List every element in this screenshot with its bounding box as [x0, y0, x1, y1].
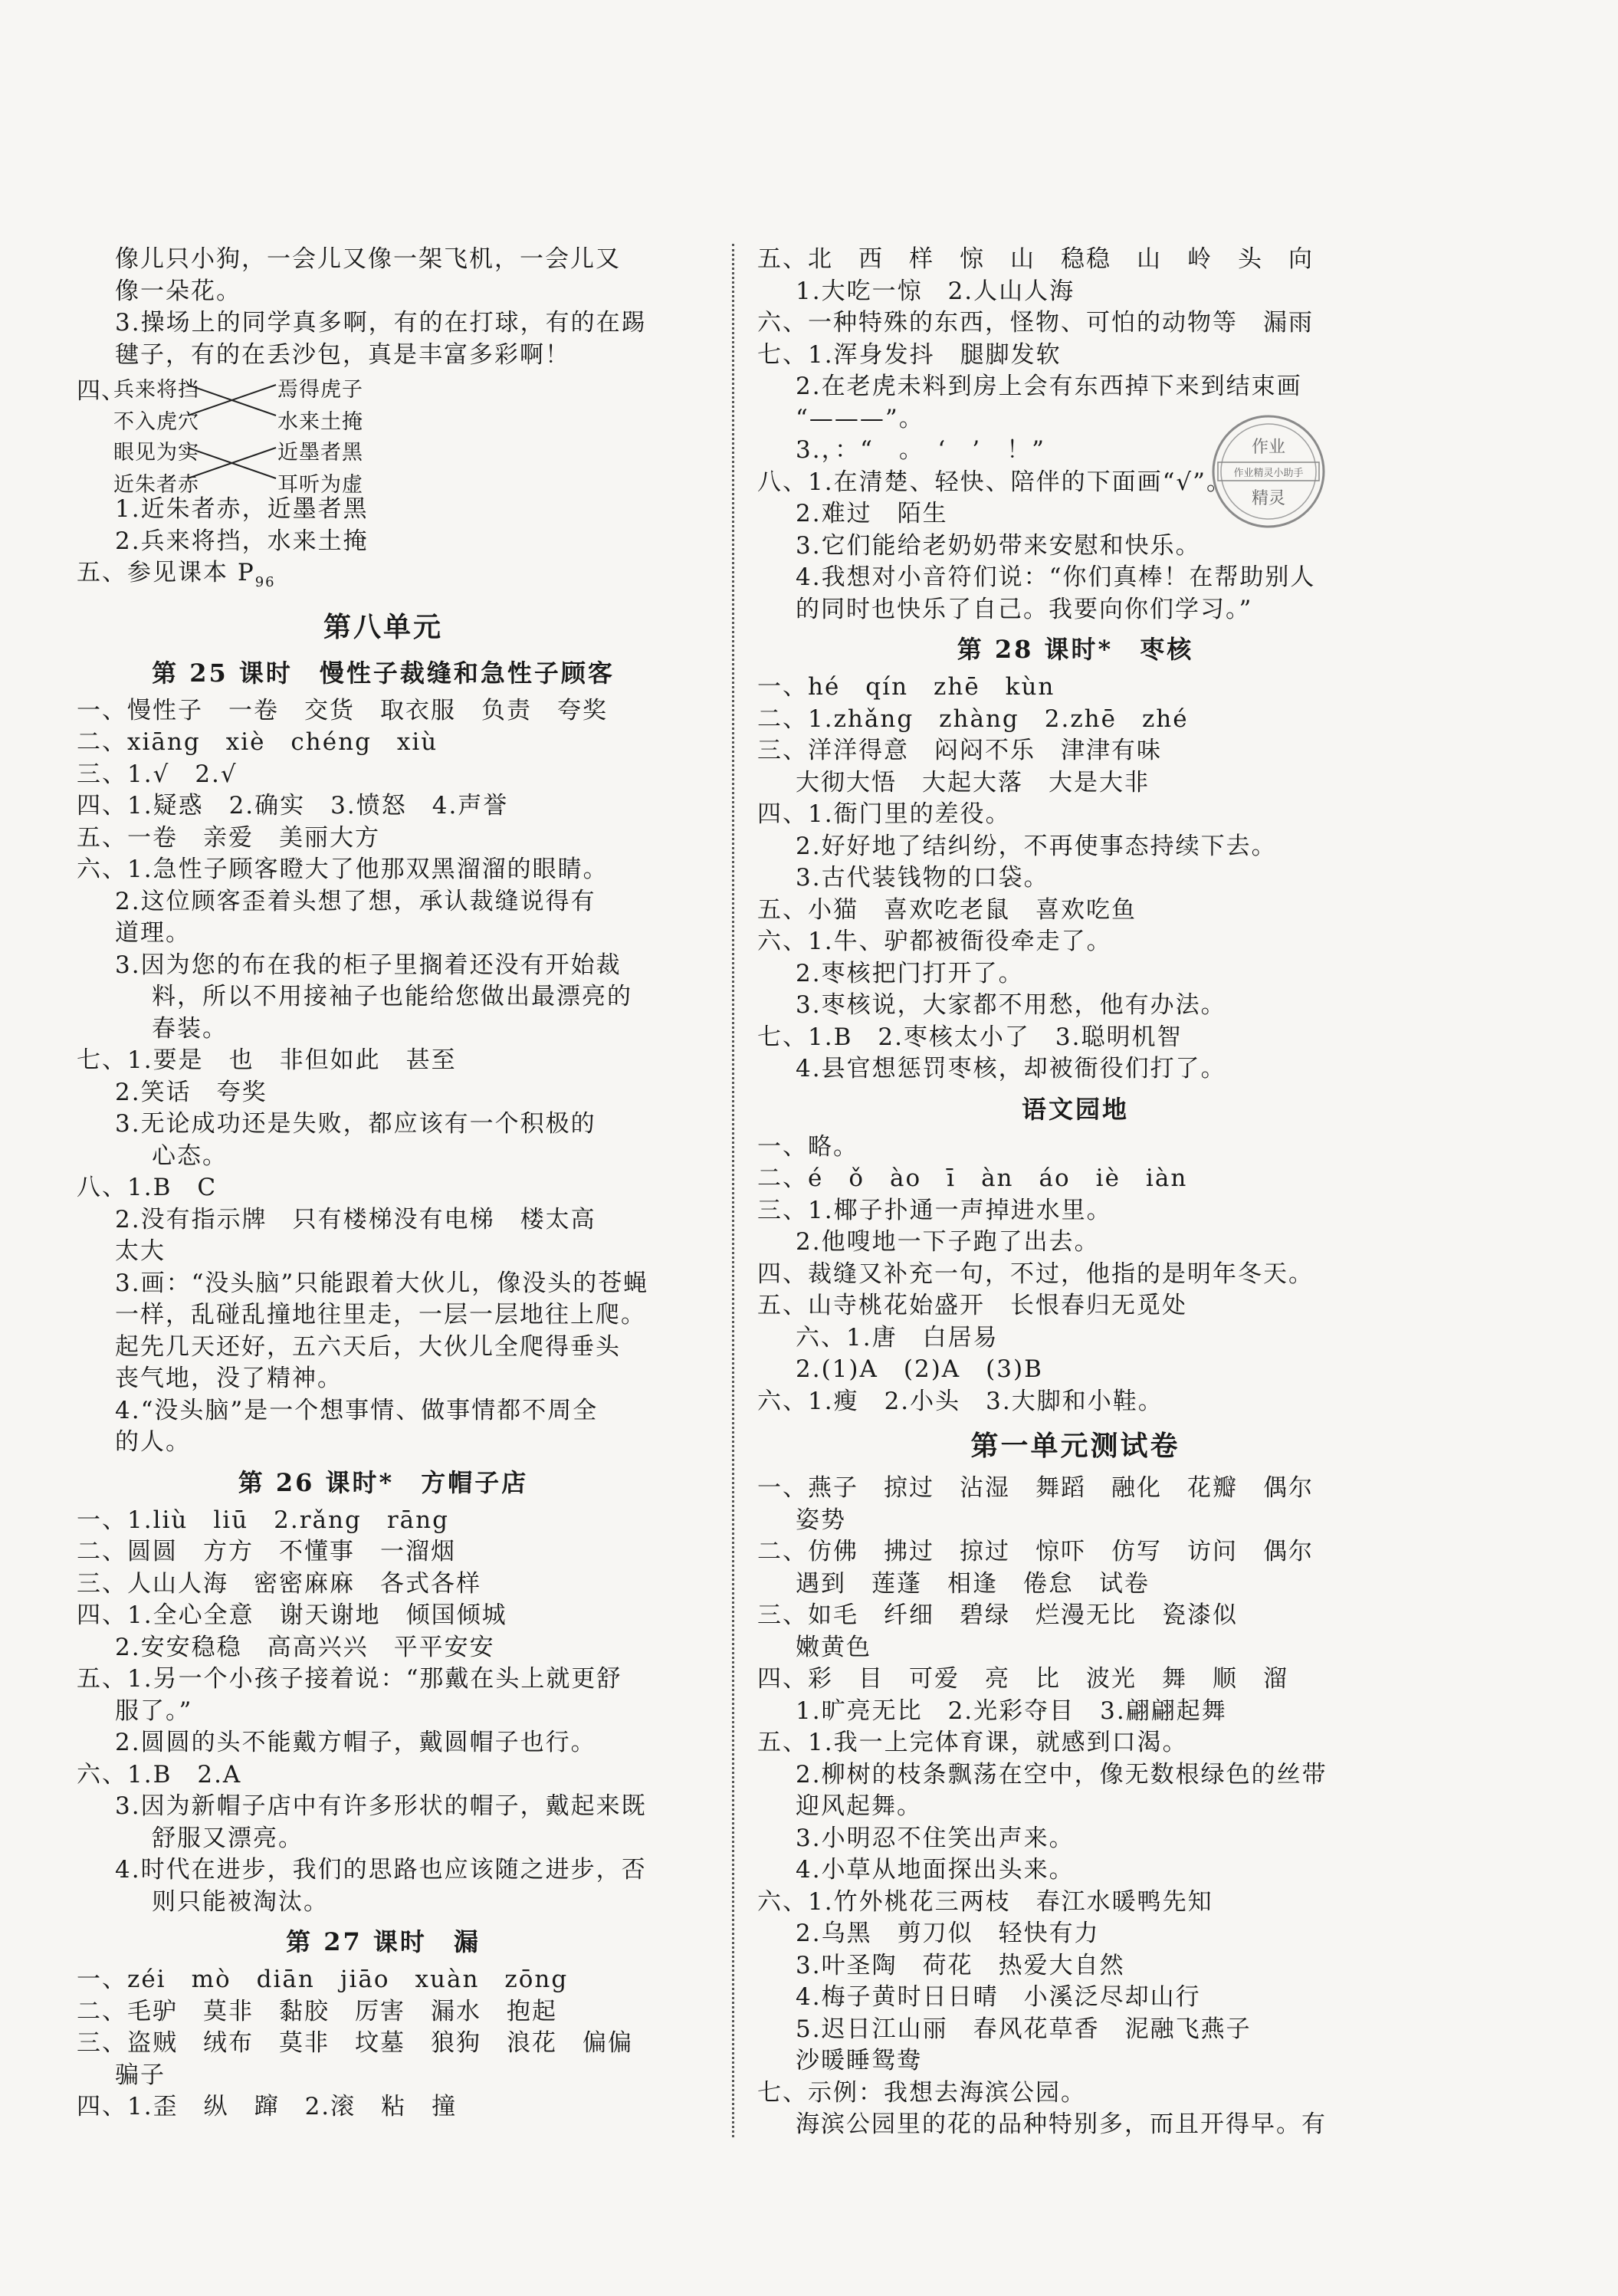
text-line: 二、仿佛 拂过 掠过 惊吓 仿写 访问 偶尔 — [757, 1538, 1314, 1565]
lesson-25-answers — [77, 695, 690, 1459]
match-item: 眼见为实 — [113, 441, 199, 465]
match-item: 耳听为虚 — [277, 473, 363, 497]
text-line: 3.它们能给老奶奶带来安慰和快乐。 — [796, 531, 1201, 560]
text-line: 八、1.在清楚、轻快、陪伴的下面画“√”。 — [757, 468, 1232, 496]
text-line: 一样，乱碰乱撞地往里走，一层一层地往上爬。 — [115, 1301, 646, 1329]
text-line: 4.“没头脑”是一个想事情、做事情都不周全 — [115, 1396, 599, 1424]
text-line: 的人。 — [115, 1428, 191, 1456]
text-line: 心态。 — [152, 1141, 228, 1170]
text-line: 一、慢性子 一卷 交货 取衣服 负责 夸奖 — [77, 696, 608, 724]
match-label: 四、 — [77, 377, 126, 405]
text-line: 五、1.我一上完体育课，就感到口渴。 — [757, 1729, 1188, 1756]
text-line: 迎风起舞。 — [796, 1792, 922, 1820]
text-line: 2.笑话 夸奖 — [115, 1078, 267, 1106]
text-line: 六、1.急性子顾客瞪大了他那双黑溜溜的眼睛。 — [77, 856, 609, 883]
text-line: 四、1.歪 纵 蹿 2.滚 粘 撞 — [77, 2093, 458, 2120]
text-line: 2.安安稳稳 高高兴兴 平平安安 — [115, 1633, 495, 1661]
text-line: 2.圆圆的头不能戴方帽子，戴圆帽子也行。 — [115, 1729, 596, 1756]
text-line: 像儿只小狗，一会儿又像一架飞机，一会儿又 — [115, 245, 621, 273]
text-line: 2.柳树的枝条飘荡在空中，像无数根绿色的丝带 — [796, 1760, 1328, 1789]
text-line: 海滨公园里的花的品种特别多，而且开得早。有 — [796, 2110, 1327, 2138]
text-line: 2.乌黑 剪刀似 轻快有力 — [796, 1920, 1100, 1947]
text-line: 四、彩 目 可爱 亮 比 波光 舞 顺 溜 — [757, 1665, 1288, 1693]
text-line: 2.难过 陌生 — [796, 500, 948, 527]
text-line: 八、1.B C — [77, 1174, 218, 1201]
text-line: 七、1.浑身发抖 腿脚发软 — [757, 340, 1062, 369]
text-line: 2.没有指示牌 只有楼梯没有电梯 楼太高 — [115, 1205, 596, 1233]
text-line: 料，所以不用接袖子也能给您做出最漂亮的 — [152, 983, 632, 1010]
text-line: 4.我想对小音符们说：“你们真棒！在帮助别人 — [796, 563, 1316, 591]
text-line: 四、1.衙门里的差役。 — [757, 800, 1011, 828]
text-line: 道理。 — [115, 919, 191, 947]
lesson-28-answers — [757, 672, 1393, 1086]
lesson-title: 第 27 课时 漏 — [286, 1927, 481, 1956]
text-line: 丧气地，没了精神。 — [115, 1365, 343, 1392]
text-line: 毽子，有的在丢沙包，真是丰富多彩啊！ — [115, 340, 570, 369]
text-line: 七、示例：我想去海滨公园。 — [757, 2078, 1086, 2107]
text-line: 四、裁缝又补充一句，不过，他指的是明年冬天。 — [757, 1260, 1314, 1288]
text-line: 3.叶圣陶 荷花 热爱大自然 — [796, 1951, 1125, 1979]
text-line: 三、1.√ 2.√ — [77, 760, 238, 788]
lesson-title: 第 26 课时* 方帽子店 — [238, 1467, 529, 1497]
text-line: 4.时代在进步，我们的思路也应该随之进步，否 — [115, 1856, 647, 1884]
text-line: 3.因为您的布在我的柜子里搁着还没有开始裁 — [115, 951, 622, 979]
text-line: 则只能被淘汰。 — [152, 1887, 329, 1916]
garden-answers — [757, 1132, 1393, 1418]
text-line: 三、1.椰子扑通一声掉进水里。 — [757, 1196, 1112, 1224]
text-line: 4.小草从地面探出头来。 — [796, 1856, 1075, 1884]
text-line: 二、圆圆 方方 不懂事 一溜烟 — [77, 1538, 456, 1565]
text-line: 像一朵花。 — [115, 277, 241, 305]
text-line: 服了。” — [115, 1697, 193, 1725]
lesson-title: 第 28 课时* 枣核 — [957, 635, 1194, 664]
text-line: 骗子 — [115, 2061, 166, 2089]
text-line: 4.县官想惩罚枣核，却被衙役们打了。 — [796, 1055, 1226, 1082]
text-line: 3.枣核说，大家都不用愁，他有办法。 — [796, 991, 1226, 1019]
text-line: 五、山寺桃花始盛开 长恨春归无觅处 — [757, 1292, 1187, 1319]
text-line: 2.在老虎未料到房上会有东西掉下来到结束画 — [796, 373, 1302, 400]
text-line: 七、1.B 2.枣核太小了 3.聪明机智 — [757, 1023, 1183, 1051]
text-line: 嫩黄色 — [796, 1633, 871, 1661]
match-item: 近朱者赤 — [113, 473, 199, 497]
text-line: 姿势 — [796, 1506, 846, 1534]
text-line: 3.小明忍不住笑出声来。 — [796, 1824, 1075, 1852]
text-line: 三、如毛 纤细 碧绿 烂漫无比 瓷漆似 — [757, 1601, 1238, 1629]
text-line: 3.无论成功还是失败，都应该有一个积极的 — [115, 1110, 596, 1138]
text-line: 2.好好地了结纠纷，不再使事态持续下去。 — [796, 832, 1277, 860]
stamp-text: 作业 — [1251, 438, 1286, 457]
idiom-matching — [77, 371, 690, 497]
text-line: 二、1.zhǎng zhàng 2.zhē zhé — [757, 705, 1189, 733]
text-line: 起先几天还好，五六天后，大伙儿全爬得垂头 — [115, 1332, 621, 1361]
unit-test-answers — [757, 1473, 1393, 2141]
stamp-text: 精灵 — [1251, 489, 1286, 508]
homework-stamp — [1207, 410, 1330, 533]
text-line: 五、小猫 喜欢吃老鼠 喜欢吃鱼 — [757, 895, 1137, 924]
text-line: 六、1.竹外桃花三两枝 春江水暖鸭先知 — [757, 1887, 1213, 1916]
match-item: 不入虎穴 — [113, 410, 199, 434]
text-line: 一、zéi mò diān jiāo xuàn zōng — [77, 1966, 569, 1993]
lesson-26-answers — [77, 1505, 690, 1919]
text-line: 2.枣核把门打开了。 — [796, 959, 1024, 987]
text-line: 二、毛驴 莫非 黏胶 厉害 漏水 抱起 — [77, 1997, 557, 2025]
lesson-27-answers — [77, 1964, 690, 2124]
text-line: 大彻大悟 大起大落 大是大非 — [796, 768, 1150, 797]
column-divider — [732, 244, 734, 2137]
text-line: 一、燕子 掠过 沾湿 舞蹈 融化 花瓣 偶尔 — [757, 1474, 1314, 1502]
text-line: 三、洋洋得意 闷闷不乐 津津有味 — [757, 737, 1162, 764]
text-line: 一、hé qín zhē kùn — [757, 673, 1055, 701]
section-title: 语文园地 — [1021, 1094, 1129, 1124]
text-line: 太大 — [115, 1237, 166, 1265]
test-title: 第一单元测试卷 — [970, 1430, 1180, 1462]
text-line: 1.旷亮无比 2.光彩夺目 3.翩翩起舞 — [796, 1697, 1227, 1725]
text-line: 三、盗贼 绒布 莫非 坟墓 狼狗 浪花 偏偏 — [77, 2029, 633, 2057]
text-line: 的同时也快乐了自己。我要向你们学习。” — [796, 595, 1253, 623]
text-line: 2.兵来将挡，水来土掩 — [115, 527, 369, 555]
text-line: 1.大吃一惊 2.人山人海 — [796, 277, 1075, 305]
text-line: 五、1.另一个小孩子接着说：“那戴在头上就更舒 — [77, 1665, 622, 1693]
unit-title: 第八单元 — [323, 610, 443, 643]
text-line: 六、一种特殊的东西，怪物、可怕的动物等 漏雨 — [757, 309, 1314, 337]
text-line: 四、1.全心全意 谢天谢地 倾国倾城 — [77, 1601, 507, 1629]
text-line: 遇到 莲蓬 相逢 倦怠 试卷 — [796, 1569, 1150, 1598]
text-line: 3.，：“ 。 ‘ ’ ！” — [796, 436, 1045, 464]
text-line: 二、xiāng xiè chéng xiù — [77, 728, 438, 756]
text-line: 二、é ǒ ào ī àn áo iè iàn — [757, 1164, 1188, 1192]
text-line: 3.操场上的同学真多啊，有的在打球，有的在踢 — [115, 309, 647, 337]
lesson-title: 第 25 课时 慢性子裁缝和急性子顾客 — [152, 658, 615, 688]
match-item: 兵来将挡 — [113, 378, 199, 402]
text-line: 三、人山人海 密密麻麻 各式各样 — [77, 1569, 481, 1598]
text-line: 六、1.B 2.A — [77, 1760, 242, 1789]
text-line: 沙暖睡鸳鸯 — [796, 2047, 922, 2074]
text-line: 四、1.疑惑 2.确实 3.愤怒 4.声誉 — [77, 792, 509, 820]
text-line: 一、略。 — [757, 1132, 858, 1161]
match-item: 近墨者黑 — [277, 441, 363, 465]
text-line: 3.画：“没头脑”只能跟着大伙儿，像没头的苍蝇 — [115, 1269, 649, 1297]
text-line: 五、一卷 亲爱 美丽大方 — [77, 823, 380, 852]
text-line: 六、1.牛、驴都被衙役牵走了。 — [757, 928, 1112, 955]
match-item: 焉得虎子 — [277, 378, 363, 402]
text-line: 五、参见课本 $P_{96}$ — [77, 559, 276, 590]
text-line: 六、1.唐 白居易 — [796, 1323, 999, 1352]
text-line: 舒服又漂亮。 — [152, 1824, 304, 1852]
text-line: 5.迟日江山丽 春风花草香 泥融飞燕子 — [796, 2015, 1252, 2043]
match-item: 水来土掩 — [277, 410, 363, 434]
text-line: 2.(1)A (2)A (3)B — [796, 1355, 1043, 1383]
text-line: 2.这位顾客歪着头想了想，承认裁缝说得有 — [115, 887, 596, 915]
text-line: 4.梅子黄时日日晴 小溪泛尽却山行 — [796, 1983, 1201, 2011]
text-line: 春装。 — [152, 1014, 228, 1043]
text-line: “———”。 — [796, 404, 924, 432]
text-line: 七、1.要是 也 非但如此 甚至 — [77, 1046, 457, 1074]
text-line: 3.古代装钱物的口袋。 — [796, 864, 1049, 892]
text-line: 2.他嗖地一下子跑了出去。 — [796, 1228, 1100, 1256]
left-column — [77, 244, 690, 2124]
text-line: 1.近朱者赤，近墨者黑 — [115, 495, 369, 523]
text-line: 六、1.瘦 2.小头 3.大脚和小鞋。 — [757, 1387, 1163, 1415]
text-line: 一、1.liù liū 2.rǎng rāng — [77, 1506, 449, 1534]
text-line: 五、北 西 样 惊 山 稳稳 山 岭 头 向 — [757, 245, 1314, 273]
stamp-text: 作业精灵小助手 — [1233, 468, 1304, 479]
text-line: 3.因为新帽子店中有许多形状的帽子，戴起来既 — [115, 1792, 647, 1820]
